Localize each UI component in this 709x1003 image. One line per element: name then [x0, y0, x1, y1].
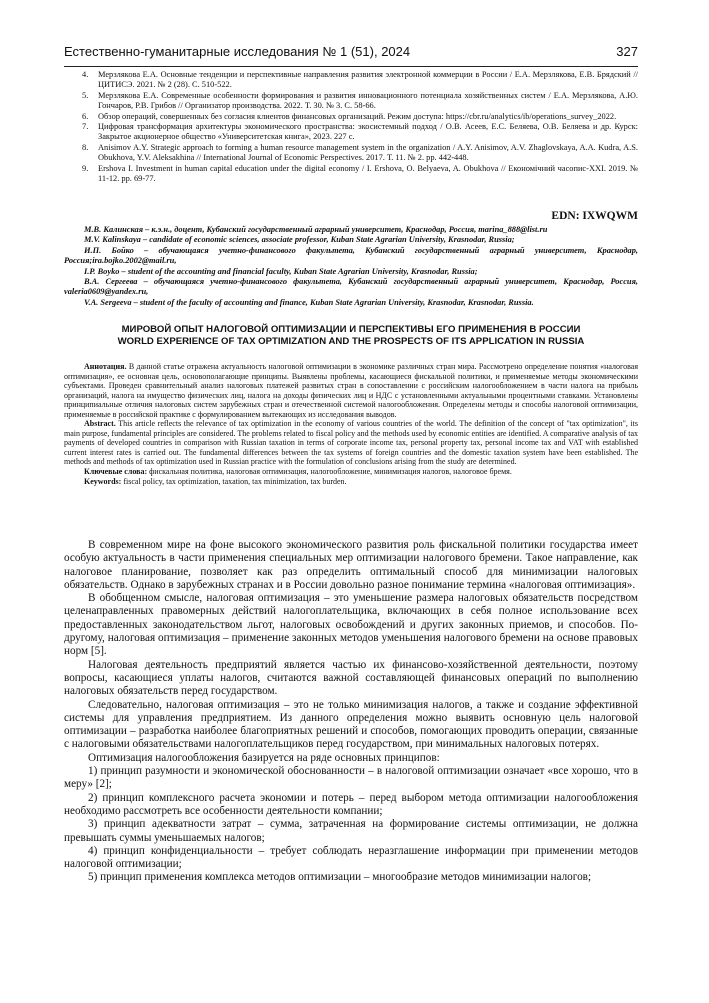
abstract-en: [64, 419, 638, 467]
author-line: V.A. Sergeeva – student of the faculty of accounting and finance, Kuban State Agrarian University, Krasnodar, Krasnodar, Russia.: [84, 297, 534, 307]
running-header: [64, 44, 638, 67]
page-number: 327: [616, 44, 638, 59]
keywords-ru-label: Ключевые слова:: [84, 467, 148, 477]
abstract-en-label: Abstract.: [84, 419, 116, 429]
author-block: [64, 225, 638, 308]
keywords-ru-text: фискальная политика, налоговая оптимизация, налогообложение, минимизация налогов, налоговое бремя.: [147, 467, 512, 477]
article-title-en: WORLD EXPERIENCE OF TAX OPTIMIZATION AND THE PROSPECTS OF ITS APPLICATION IN RUSSIA: [117, 336, 585, 347]
keywords-ru: [64, 467, 638, 477]
body-paragraph: В обобщенном смысле, налоговая оптимизация – это уменьшение размера налоговых обязательств посредством целенаправленных правомерных действий налогоплательщика, включающих в себя полное использование всех предоставленных законодательством льгот, налоговых освобождений и других законных приемов, и способов. По-другому, налоговая оптимизация – применение законных методов уменьшения налогового бремени на основе правовых норм [5].: [64, 592, 638, 658]
abstract-block: [64, 362, 638, 486]
author-line: I.P. Boyko – student of the accounting and financial faculty, Kuban State Agrarian University, Krasnodar, Russia;: [84, 266, 478, 276]
body-paragraph: 1) принцип разумности и экономической обоснованности – в налоговой оптимизации означает «все хорошо, что в меру» [2];: [64, 765, 638, 791]
body-paragraph: Оптимизация налогообложения базируется на ряде основных принципов:: [88, 751, 440, 764]
article-body: [64, 539, 638, 885]
body-paragraph: 2) принцип комплексного расчета экономии и потерь – перед выбором метода оптимизации налогообложения необходимо рассмотреть все особенности деятельности компании;: [64, 791, 638, 817]
reference-number: 9.: [82, 163, 89, 173]
abstract-ru: [64, 362, 638, 419]
abstract-ru-label: Аннотация.: [84, 362, 127, 371]
keywords-en-label: Keywords:: [84, 476, 122, 486]
reference-item: [64, 164, 638, 185]
body-paragraph: 4) принцип конфиденциальности – требует соблюдать неразглашение информации при применении методов налоговой оптимизации;: [64, 844, 638, 871]
reference-text: Anisimov A.Y. Strategic approach to forming a human resource management system in the organization / A.Y. Anisimov, A.V. Zhaglovskaya, A.A. Kudra, A.S. Obukhova, Y.V. Aleksakhina // International Journal of Economic Perspectives. 2017. Т. 11. № 2. pp. 442-448.: [98, 142, 638, 163]
body-paragraph: В современном мире на фоне высокого экономического развития роль фискальной политики государства имеет особую актуальность в части применения специальных мер оптимизации налогового бремени. Такое направление, как налоговое планирование, позволяет как раз определить оптимальный способ для минимизации налоговых обязательств. Однако в зарубежных странах и в России довольно разное понимание термина «налоговая оптимизация».: [64, 539, 638, 591]
reference-item: [64, 112, 638, 122]
reference-number: 8.: [82, 142, 89, 152]
journal-title: Естественно-гуманитарные исследования № 1 (51), 2024: [64, 44, 411, 59]
reference-number: 6.: [82, 111, 89, 121]
reference-text: Мерзлякова Е.А. Современные особенности формирования и развития инновационного потенциала хозяйственных систем / Е.А. Мерзлякова, А.Ю. Гончаров, Р.В. Грибов // Организатор производства. 2022. Т. 30. № 3. С. 58-66.: [98, 90, 638, 111]
reference-item: [64, 122, 638, 143]
body-paragraph: Налоговая деятельность предприятий является частью их финансово-хозяйственной деятельности, поэтому вопросы, касающиеся уплаты налогов, считаются важной составляющей финансовых операций по выполнению налоговых обязательств перед государством.: [64, 658, 638, 698]
reference-number: 5.: [82, 90, 89, 100]
reference-number: 4.: [82, 70, 89, 79]
reference-text: Мерзлякова Е.А. Основные тенденции и перспективные направления развития электронной коммерции в России / Е.А. Мерзлякова, Е.В. Брядский // ЦИТИСЭ. 2021. № 2 (28). С. 510-522.: [98, 70, 638, 90]
author-line: И.П. Бойко – обучающаяся учетно-финансового факультета, Кубанский государственный аграрный университет, Краснодар, Россия;ira.bojko.2002@mail.ru,: [64, 245, 638, 266]
author-line: М.В. Калинская – к.э.н., доцент, Кубанский государственный аграрный университет, Краснодар, Россия, marina_888@list.ru: [84, 225, 548, 234]
body-paragraph: Следовательно, налоговая оптимизация – это не только минимизация налогов, а также и создание эффективной системы для управления предприятием. Из данного определения можно выявить основную цель налоговой оптимизации – разработка наиболее благоприятных решений и способов, помогающих проводить операции, связанные с налоговыми обязательствами налогоплательщиков перед государством, при минимальных налоговых потерях.: [64, 698, 638, 751]
body-paragraph: 5) принцип применения комплекса методов оптимизации – многообразие методов минимизации налогов;: [88, 871, 592, 884]
reference-item: [64, 143, 638, 164]
reference-text: Ershova I. Investment in human capital education under the digital economy / I. Ershova, O. Belyaeva, A. Obukhova // Економічний часопис-XXI. 2019. № 11-12. pp. 69-77.: [98, 163, 638, 184]
author-line: В.А. Сергеева – обучающаяся учетно-финансового факультета, Кубанский государственный аграрный университет, Краснодар, Россия, valeria0609@yandex.ru,: [64, 277, 638, 297]
reference-text: Обзор операций, совершенных без согласия клиентов финансовых организаций. Режим доступа: https://cbr.ru/analytics/ib/operations_survey_2022.: [98, 111, 617, 121]
abstract-en-text: This article reflects the relevance of tax optimization in the economy of various countries of the world. The definition of the concept of "tax optimization", its main purpose, fundamental principles are considered. The problems related to fiscal policy and the methods used by economic entities are identified. A comparative analysis of tax payments of developed countries in comparison with Russian taxation in terms of corporate income tax, personal property tax, personal income tax and VAT with established current interest rates is carried out. The fundamental differences between the tax systems of foreign countries and the domestic taxation system have been established. The methods and methods of tax optimization used in Russian practice with the formulation of conclusions arising from the study are determined.: [64, 419, 638, 467]
keywords-en-text: fiscal policy, tax optimization, taxation, tax minimization, tax burden.: [121, 476, 347, 486]
article-title-ru: МИРОВОЙ ОПЫТ НАЛОГОВОЙ ОПТИМИЗАЦИИ И ПЕРСПЕКТИВЫ ЕГО ПРИМЕНЕНИЯ В РОССИИ: [121, 324, 581, 335]
reference-text: Цифровая трансформация архитектуры экономического пространства: экосистемный подход / О.В. Асеев, Е.С. Беляева, О.В. Беляева и др. Курск: Закрытое акционерное общество «Университетская книга», 2023. 227 с.: [98, 122, 638, 142]
reference-item: [64, 91, 638, 112]
reference-number: 7.: [82, 122, 89, 132]
keywords-en: [64, 477, 638, 487]
edn-code: EDN: IXWQWM: [551, 210, 638, 222]
reference-item: [64, 70, 638, 91]
body-paragraph: 3) принцип адекватности затрат – сумма, затраченная на формирование системы оптимизации, не должна превышать суммы уменьшаемых налогов;: [64, 818, 638, 844]
reference-list: [64, 70, 638, 184]
abstract-ru-text: В данной статье отражена актуальность налоговой оптимизации в экономике различных стран мира. Рассмотрено определение понятия «налоговая оптимизация», ее основная цель, основополагающие принципы. Выявлены проблемы, касающиеся фискальной политики, и применяемые методы экономическими субъектами. Проведен сравнительный анализ налоговых платежей развитых стран в сопоставлении с российским налогообложением в части налога на прибыль организаций, налога на имущество физических лиц, налога на доходы физических лиц и НДС с установленными актуальными процентными ставками. Установлены принципиальные отличия налоговых систем зарубежных стран и отечественной системой налогообложения. Определены методы и способы налоговой оптимизации, применяемые в российской практике с формулированием вытекающих из исследования выводов.: [64, 362, 638, 419]
author-line: M.V. Kalinskaya – candidate of economic sciences, associate professor, Kuban State Agrarian University, Krasnodar, Russia;: [84, 235, 515, 245]
